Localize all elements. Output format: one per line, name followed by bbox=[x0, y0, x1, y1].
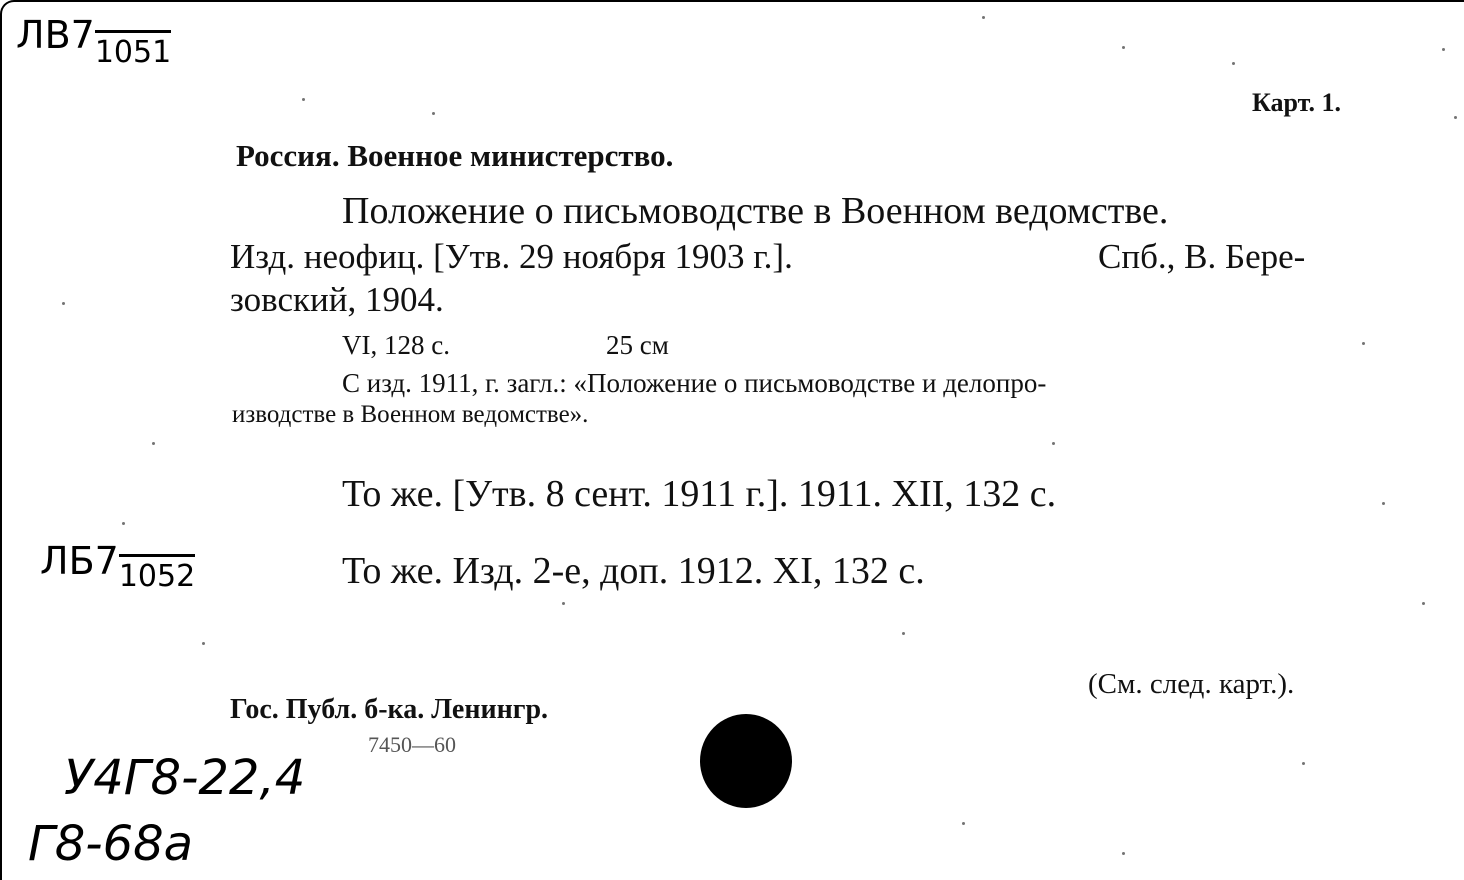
punch-hole bbox=[700, 714, 792, 808]
see-next-card: (См. след. карт.). bbox=[1088, 668, 1295, 700]
call-number-2 bbox=[40, 539, 196, 594]
call-number-top-main: ЛВ7 bbox=[16, 13, 95, 57]
call-number-2-main: ЛБ7 bbox=[40, 539, 119, 583]
note-line-2: изводстве в Военном ведомстве». bbox=[232, 401, 589, 428]
title-line-2-right: Спб., В. Бере- bbox=[1098, 237, 1306, 276]
card-number: Карт. 1. bbox=[1252, 88, 1341, 117]
author-heading: Россия. Военное министерство. bbox=[236, 138, 674, 173]
call-number-top-sub: 1051 bbox=[95, 30, 171, 70]
handwritten-shelfmark-2-text: Г8-68а bbox=[28, 816, 194, 872]
publisher-line-1: Гос. Публ. б-ка. Ленингр. bbox=[230, 694, 549, 725]
handwritten-shelfmark-1: У4Г8-22,4 bbox=[64, 750, 306, 806]
title-line-2: Изд. неофиц. [Утв. 29 ноября 1903 г.]. bbox=[230, 237, 793, 276]
call-number-2-sub: 1052 bbox=[119, 554, 195, 594]
call-number-top bbox=[16, 13, 172, 70]
collation-size: 25 см bbox=[606, 330, 669, 360]
collation-pages: VI, 128 с. bbox=[342, 330, 450, 360]
title-line-3: зовский, 1904. bbox=[230, 280, 444, 319]
handwritten-shelfmark-2 bbox=[28, 816, 194, 872]
same-edition-2: То же. Изд. 2-е, доп. 1912. XI, 132 с. bbox=[342, 550, 925, 592]
note-line-1: С изд. 1911, г. загл.: «Положение о письмоводстве и делопро- bbox=[342, 368, 1047, 398]
title-line-1: Положение о письмоводстве в Военном ведомстве. bbox=[342, 190, 1169, 232]
same-edition-1: То же. [Утв. 8 сент. 1911 г.]. 1911. XII, 132 с. bbox=[342, 473, 1057, 515]
publisher-line-2: 7450—60 bbox=[368, 732, 456, 757]
